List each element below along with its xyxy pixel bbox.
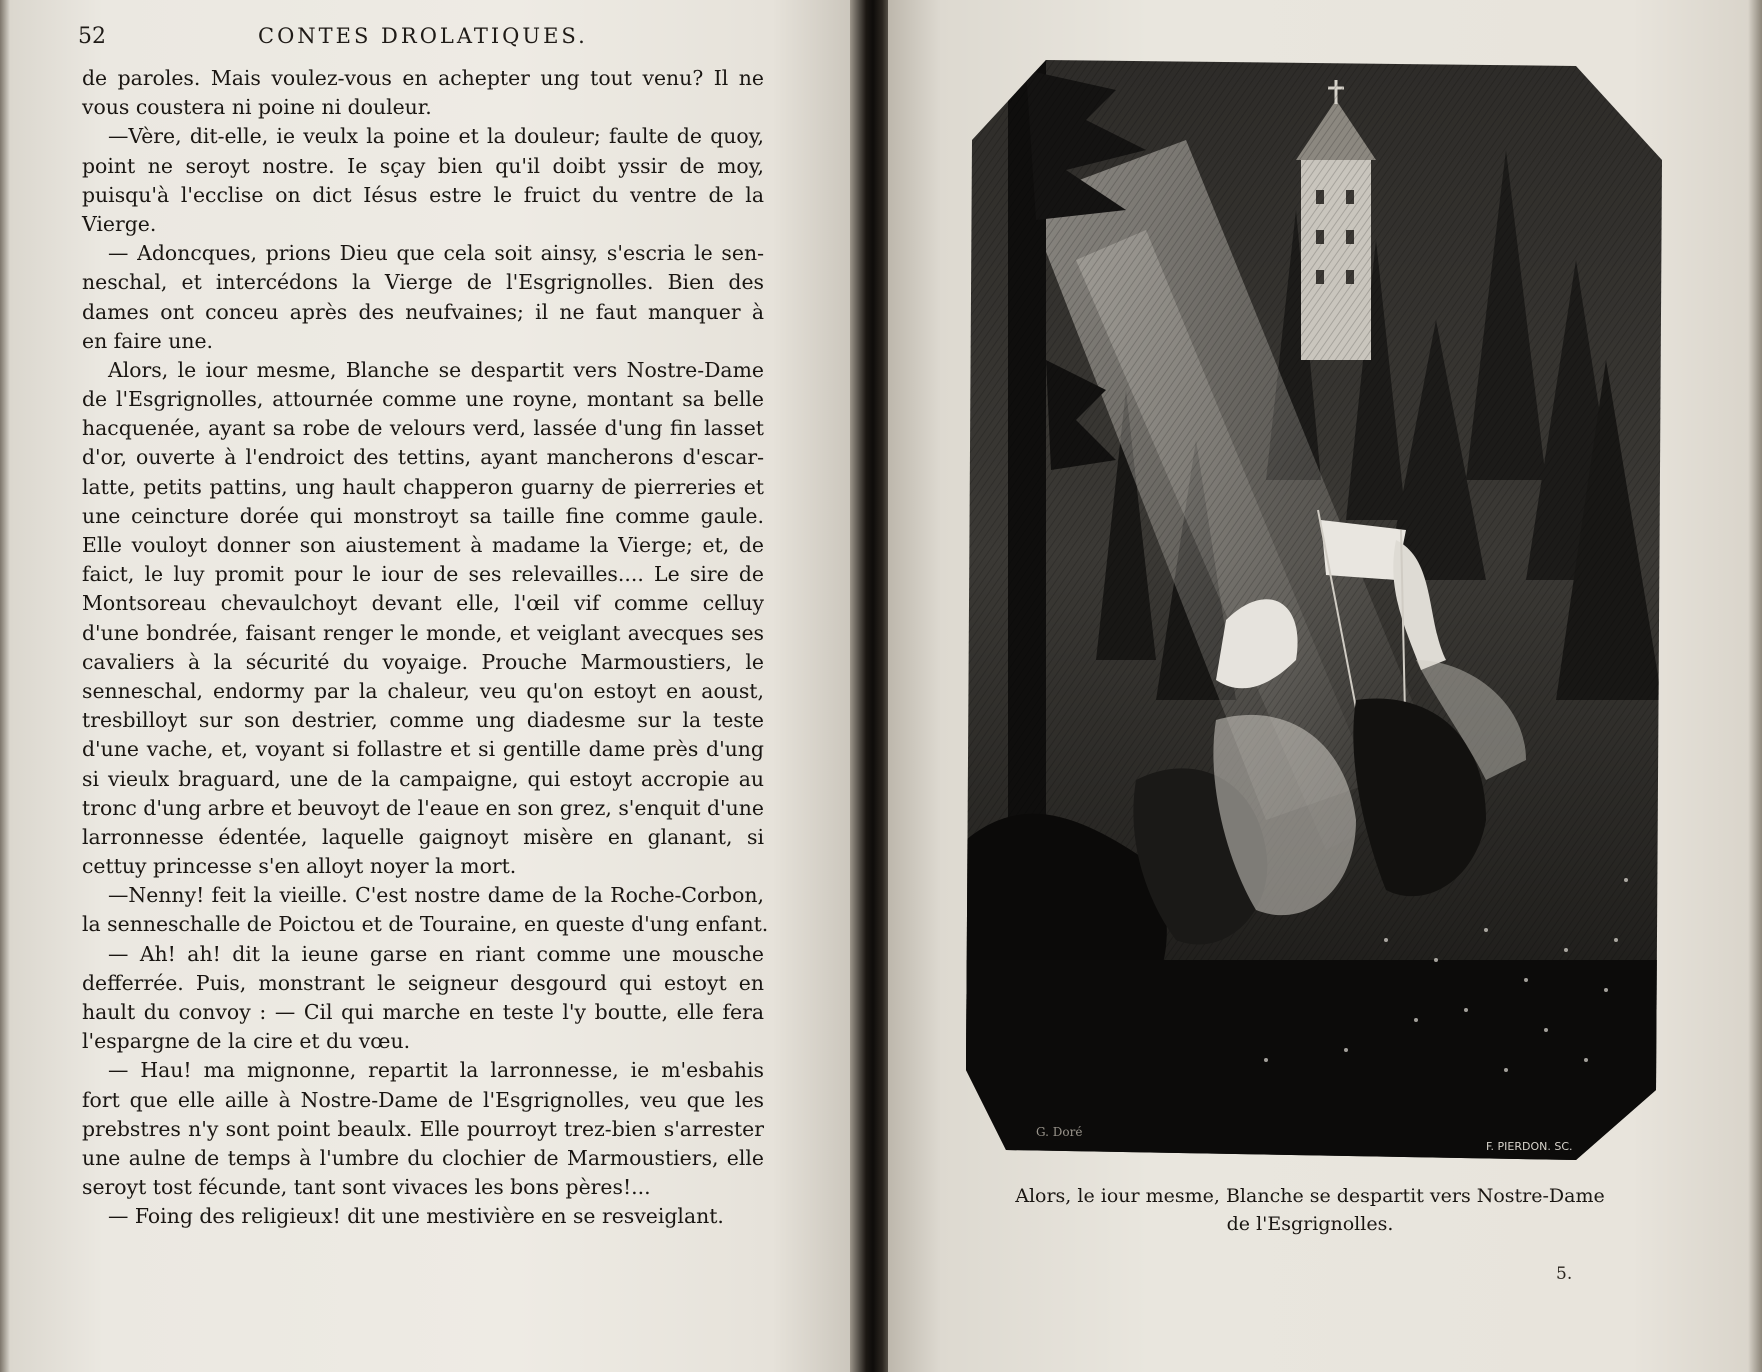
page-number-right: 5. (1556, 1264, 1573, 1284)
text-line: d'une vache, et, voyant si follastre et si gentille dame près d'ung (82, 737, 764, 762)
text-line: Alors, le iour mesme, Blanche se despartit vers Nostre-Dame (108, 357, 764, 382)
text-line: larronnesse édentée, laquelle gaignoyt misère en glanant, si (82, 824, 764, 849)
text-line: tronc d'ung arbre et beuvoyt de l'eaue en son grez, s'enquit d'une (82, 795, 764, 820)
text-line: Vierge. (82, 211, 157, 236)
text-line: une ceincture dorée qui monstroyt sa taille fine comme gaule. (82, 503, 764, 528)
illustration-caption (1010, 1182, 1610, 1238)
text-line: cettuy princesse s'en alloyt noyer la mort. (82, 854, 517, 879)
text-line: faict, le luy promit pour le iour de ses relevailles.... Le sire de (82, 562, 764, 587)
text-line: Elle vouloyt donner son aiustement à madame la Vierge; et, de (82, 533, 764, 557)
text-line: point ne seroyt nostre. Ie sçay bien qu'il doibt yssir de moy, (82, 153, 764, 178)
text-line: —Vère, dit-elle, ie veulx la poine et la douleur; faulte de quoy, (108, 124, 764, 149)
text-line: latte, petits pattins, ung hault chapperon guarny de pierreries et (82, 474, 764, 499)
text-line: hacquenée, ayant sa robe de velours verd, lassée d'ung fin lasset (82, 416, 764, 441)
text-line: fort que elle aille à Nostre-Dame de l'Esgrignolles, veu que les (82, 1087, 764, 1112)
caption-line: Alors, le iour mesme, Blanche se despartit vers Nostre-Dame (1015, 1185, 1605, 1207)
text-line: —Nenny! feit la vieille. C'est nostre dame de la Roche-Corbon, (108, 883, 764, 908)
text-line: puisqu'à l'ecclise on dict Iésus estre le fruict du ventre de la (82, 182, 764, 207)
text-line: l'espargne de la cire et du vœu. (82, 1029, 411, 1054)
page-edge-shadow (0, 0, 10, 1372)
page-edge-shadow (1748, 0, 1762, 1372)
caption-line: de l'Esgrignolles. (1226, 1213, 1394, 1235)
text-line: neschal, et intercédons la Vierge de l'Esgrignolles. Bien des (82, 270, 764, 295)
text-line: si vieulx braguard, une de la campaigne, qui estoyt accropie au (82, 766, 764, 791)
text-line: de l'Esgrignolles, attournée comme une royne, montant sa belle (82, 387, 764, 412)
text-line: une aulne de temps à l'umbre du clochier de Marmoustiers, elle (82, 1145, 764, 1170)
text-line: seroyt tost fécunde, tant sont vivaces les bons pères!... (82, 1175, 651, 1200)
body-text (82, 64, 769, 1232)
text-line: prebstres n'y sont point beaulx. Elle pourroyt trez-bien s'arrester (82, 1116, 764, 1141)
text-line: vous coustera ni poine ni douleur. (82, 95, 432, 120)
running-title: CONTES DROLATIQUES. (258, 24, 588, 48)
page-number-left: 52 (78, 24, 106, 49)
text-line: d'une bondrée, faisant renger le monde, et veiglant avecques ses (82, 620, 764, 645)
text-line: tresbilloyt sur son destrier, comme ung diadesme sur la teste (82, 708, 764, 733)
text-line: cavaliers à la sécurité du voyaige. Prouche Marmoustiers, le (82, 649, 764, 674)
text-line: Montsoreau chevaulchoyt devant elle, l'œil vif comme celluy (82, 591, 764, 616)
text-line: dames ont conceu après des neufvaines; il ne faut manquer à (82, 299, 764, 324)
engraving-illustration (966, 60, 1662, 1160)
text-line: — Ah! ah! dit la ieune garse en riant comme une mousche (108, 941, 764, 966)
text-line: d'or, ouverte à l'endroict des tettins, ayant mancherons d'escar- (82, 445, 764, 470)
text-line: de paroles. Mais voulez-vous en achepter ung tout venu? Il ne (82, 66, 764, 90)
text-line: la senneschalle de Poictou et de Touraine, en queste d'ung enfant. (82, 912, 769, 937)
text-line: defferrée. Puis, monstrant le seigneur desgourd qui estoyt en (82, 970, 764, 995)
text-line: hault du convoy : — Cil qui marche en teste l'y boutte, elle fera (82, 1000, 764, 1024)
text-line: — Adoncques, prions Dieu que cela soit ainsy, s'escria le sen- (108, 241, 764, 266)
running-head (78, 22, 768, 52)
engraver-signature-left: G. Doré (1036, 1125, 1083, 1139)
text-line: — Foing des religieux! dit une mestivière en se resveiglant. (108, 1204, 724, 1229)
engraver-signature-right: F. PIERDON. SC. (1486, 1140, 1573, 1153)
text-line: en faire une. (82, 328, 214, 353)
text-line: senneschal, endormy par la chaleur, veu qu'on estoyt en aoust, (82, 678, 764, 703)
left-page (0, 0, 858, 1372)
text-line: — Hau! ma mignonne, repartit la larronnesse, ie m'esbahis (108, 1058, 764, 1083)
